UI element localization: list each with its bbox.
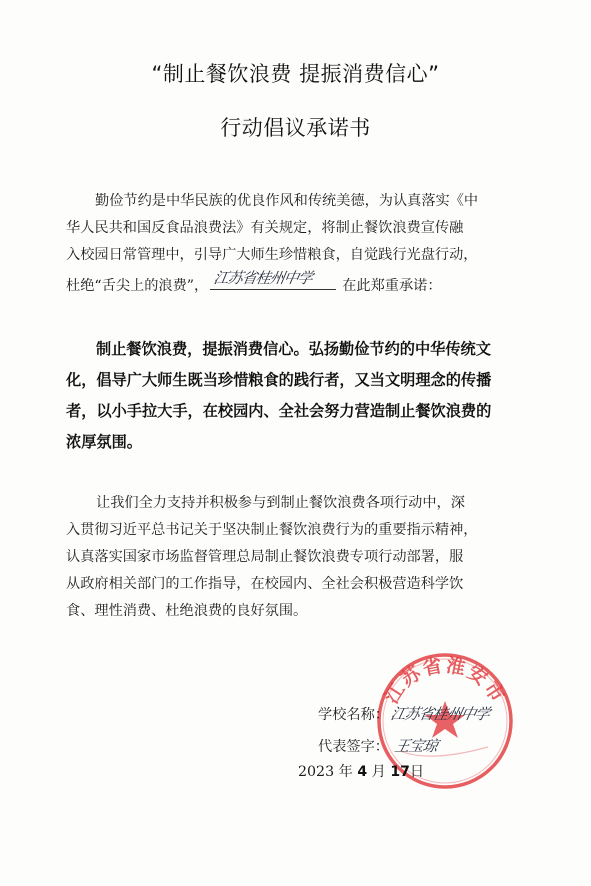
paragraph-3-line: 让我们全力支持并积极参与到制止餐饮浪费各项行动中，深 <box>96 495 465 511</box>
seal-text: 江苏省淮安市 <box>380 654 510 708</box>
paragraph-1-last-line <box>66 271 442 295</box>
paragraph-3-line: 认真落实国家市场监督管理总局制止餐饮浪费专项行动部署，服 <box>66 549 464 565</box>
representative-row <box>318 735 437 756</box>
paragraph-1-prefix: 杜绝“舌尖上的浪费”， <box>66 278 209 294</box>
date-row <box>298 761 424 781</box>
handwritten-school-signature: 江苏省桂州中学 <box>388 705 491 723</box>
paragraph-3-line: 入贯彻习近平总书记关于坚决制止餐饮浪费行为的重要指示精神， <box>66 522 478 538</box>
date-year-unit: 年 <box>338 764 353 780</box>
paragraph-3-line: 从政府相关部门的工作指导，在校园内、全社会积极营造科学饮 <box>66 576 464 592</box>
paragraph-3-line: 食、理性消费、杜绝浪费的良好氛围。 <box>66 603 308 619</box>
handwritten-school-name: 江苏省桂州中学 <box>212 269 314 287</box>
paragraph-1-line: 勤俭节约是中华民族的优良作风和传统美德，为认真落实《中 <box>95 193 479 209</box>
school-name-label: 学校名称： <box>318 707 389 723</box>
svg-text:江苏省淮安市 <box>381 653 511 707</box>
paragraph-1 <box>66 190 536 300</box>
paragraph-1-suffix: 在此郑重承诺： <box>342 278 442 294</box>
document-title-line1: “制止餐饮浪费 提振消费信心” <box>151 62 440 86</box>
date-year: 2023 <box>298 764 335 780</box>
document-title-line2: 行动倡议承诺书 <box>220 116 371 140</box>
paragraph-2-line: 浓厚氛围。 <box>66 433 142 451</box>
paragraph-2-line: 化，倡导广大师生既当珍惜粮食的践行者，又当文明理念的传播 <box>66 371 492 389</box>
date-day-unit: 日 <box>409 764 425 780</box>
handwritten-representative-signature: 王宝琼 <box>392 737 439 755</box>
date-day: 17 <box>390 764 410 780</box>
paragraph-1-line: 华人民共和国反食品浪费法》有关规定，将制止餐饮浪费宣传融 <box>66 220 464 236</box>
paragraph-1-line: 入校园日常管理中，引导广大师生珍惜粮食，自觉践行光盘行动， <box>66 247 478 263</box>
date-month-unit: 月 <box>371 764 386 780</box>
school-name-row <box>318 703 489 724</box>
date-month: 4 <box>357 764 368 780</box>
paragraph-2-line: 者，以小手拉大手，在校园内、全社会努力营造制止餐饮浪费的 <box>66 402 492 420</box>
paragraph-3 <box>66 492 536 632</box>
paragraph-2 <box>66 338 536 468</box>
school-fill-blank <box>210 271 336 290</box>
representative-label: 代表签字： <box>318 739 389 755</box>
paragraph-2-line: 制止餐饮浪费，提振消费信心。弘扬勤俭节约的中华传统文 <box>96 340 491 358</box>
